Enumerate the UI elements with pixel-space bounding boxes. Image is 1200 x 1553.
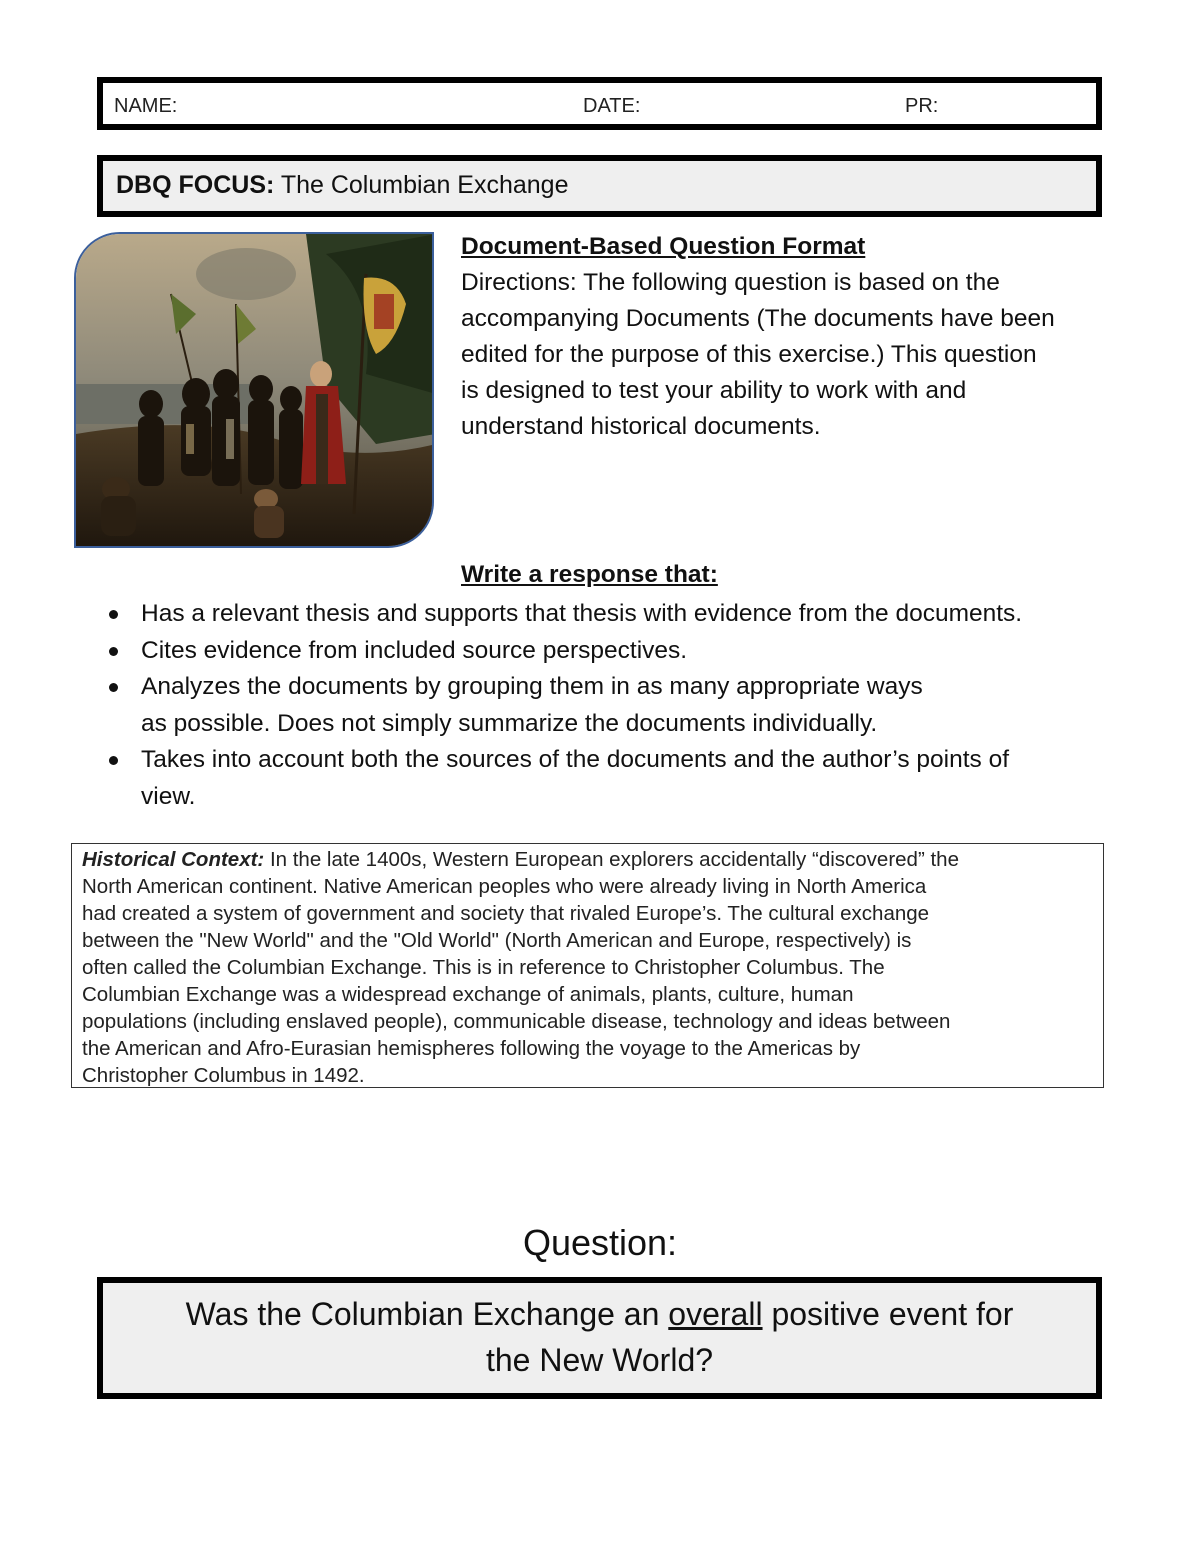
bullet-icon [109,610,118,619]
context-line: North American continent. Native American peoples who were already living in North America [82,875,927,898]
dbq-format-section [461,229,1151,445]
directions-line-4: is designed to test your ability to work with and [461,377,967,404]
question-post: positive event for [762,1296,1014,1332]
criterion-text-continued: view. [141,782,196,810]
dbq-focus-title: The Columbian Exchange [274,171,569,199]
historical-context-box [71,843,1104,1088]
context-line [82,846,1093,873]
directions-line-3: edited for the purpose of this exercise.) This question [461,341,1037,368]
criterion-text: Analyzes the documents by grouping them in as many appropriate ways [141,673,923,700]
response-heading: Write a response that: [461,561,718,588]
student-info-box [97,77,1102,130]
dbq-focus-line [116,171,569,200]
criterion-text: Cites evidence from included source perspectives. [141,636,688,664]
list-item [100,596,1140,633]
bullet-icon [109,683,118,692]
directions-line-2: accompanying Documents (The documents have been [461,305,1055,332]
response-criteria-list [100,596,1140,815]
question-emphasis: overall [668,1296,763,1332]
bullet-icon [109,756,118,765]
question-label: Question: [522,1222,678,1263]
directions-line-5: understand historical documents. [461,413,821,440]
context-line: populations (including enslaved people), communicable disease, technology and ideas between [82,1010,951,1033]
painting-image [76,234,434,548]
dbq-format-heading: Document-Based Question Format [461,233,866,260]
question-line-2: the New World? [485,1342,714,1378]
question-box [97,1277,1102,1399]
list-item [100,633,1140,670]
criterion-text: Takes into account both the sources of the documents and the author’s points of [141,746,1010,773]
context-text: In the late 1400s, Western European explorers accidentally “discovered” the [264,848,959,871]
criterion-text-continued: as possible. Does not simply summarize the documents individually. [141,709,878,737]
context-line: the American and Afro-Eurasian hemispheres following the voyage to the Americas by [82,1037,861,1060]
context-line: Christopher Columbus in 1492. [82,1064,365,1087]
question-text [103,1291,1096,1383]
directions-line-1: Directions: The following question is based on the [461,269,1000,296]
context-line: between the "New World" and the "Old World" (North American and Europe, respectively) is [82,929,912,952]
question-pre: Was the Columbian Exchange an [185,1296,669,1332]
dbq-focus-label: DBQ FOCUS: [116,171,275,199]
criterion-text: Has a relevant thesis and supports that thesis with evidence from the documents. [141,600,1023,627]
historical-context-label: Historical Context: [82,848,265,871]
columbus-landing-painting [74,232,434,548]
date-label: DATE: [583,95,641,117]
name-label: NAME: [114,95,178,117]
context-line: often called the Columbian Exchange. This is in reference to Christopher Columbus. The [82,956,885,979]
list-item [100,669,1140,742]
context-line: had created a system of government and society that rivaled Europe’s. The cultural exchange [82,902,930,925]
question-line-1 [103,1291,1096,1337]
dbq-focus-box [97,155,1102,217]
pr-label: PR: [905,95,939,117]
context-line: Columbian Exchange was a widespread exchange of animals, plants, culture, human [82,983,854,1006]
bullet-icon [109,647,118,656]
list-item [100,742,1140,815]
